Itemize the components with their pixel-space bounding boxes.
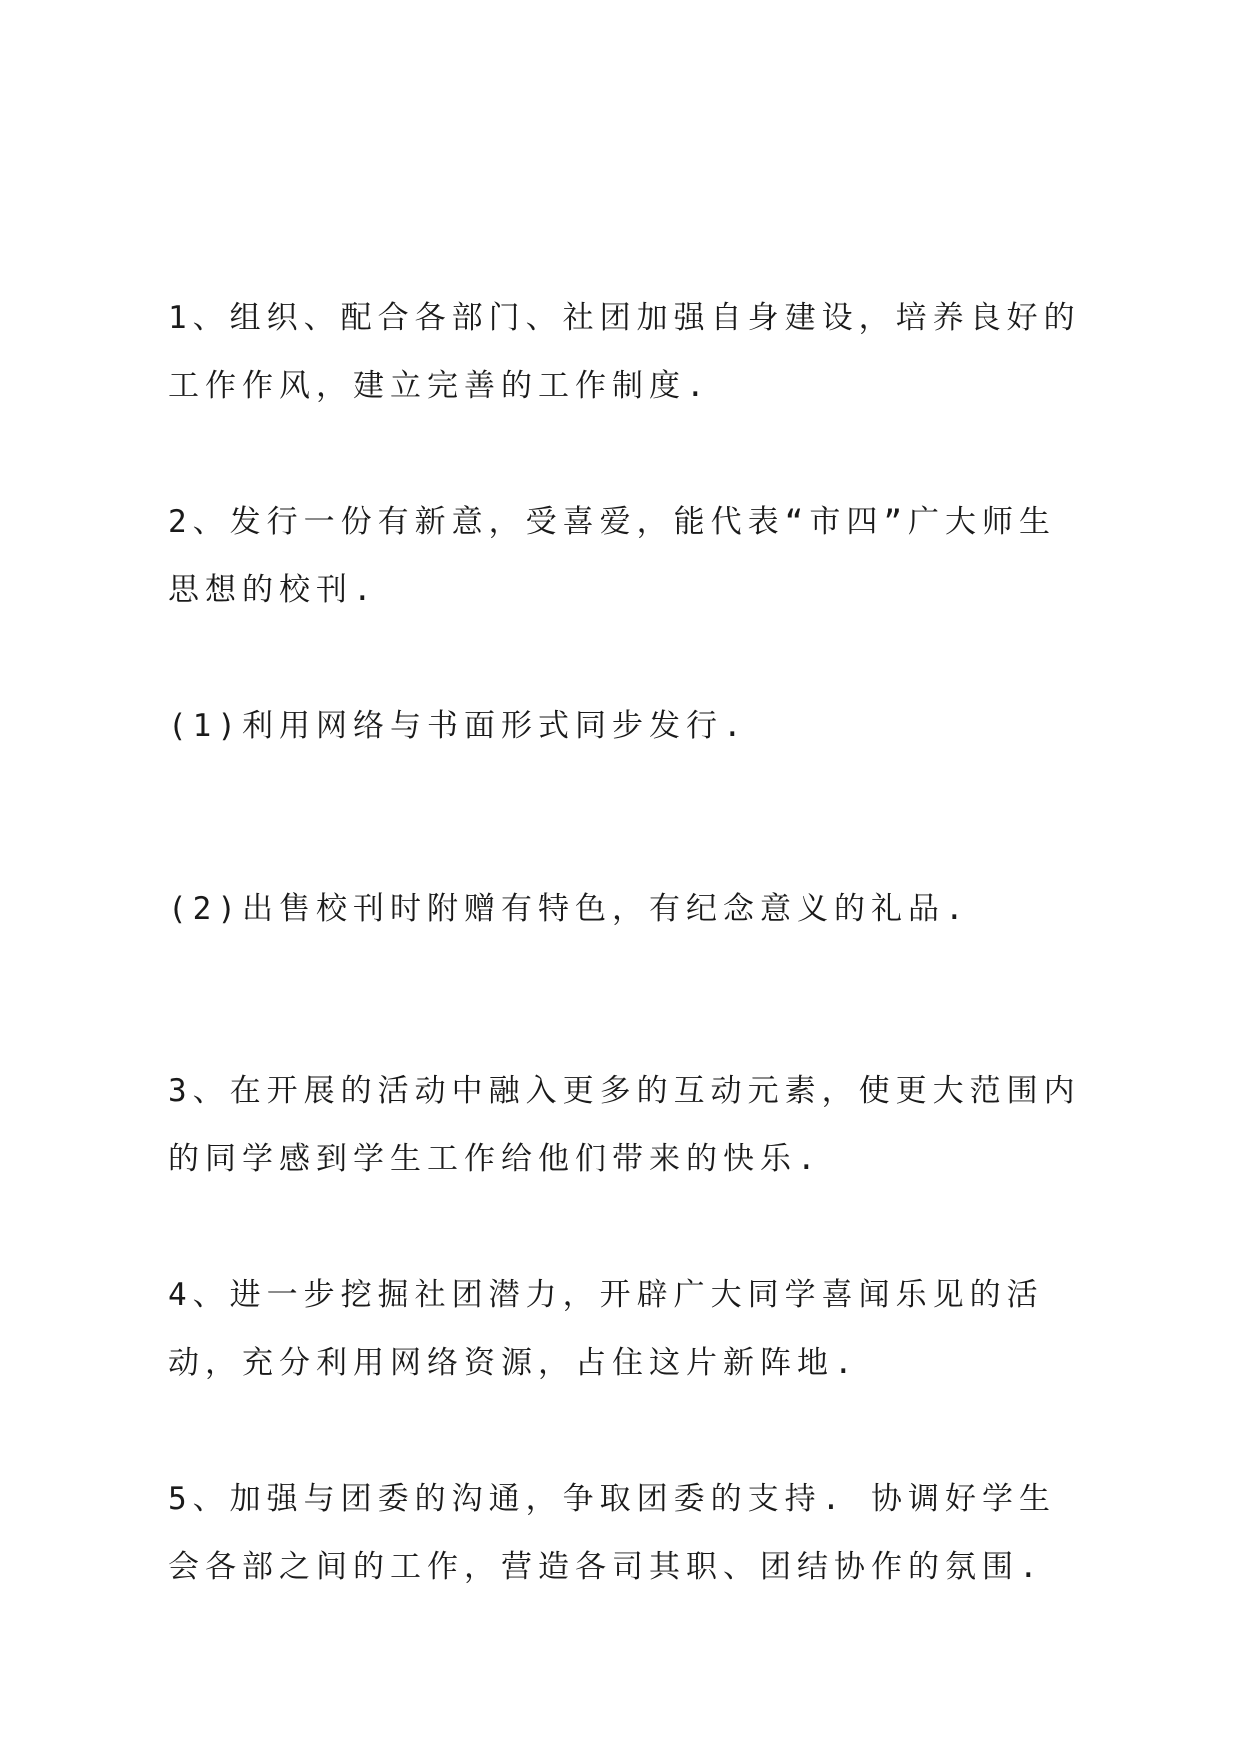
document-body [168, 284, 1088, 1669]
paragraph-2-item-1: (1)利用网络与书面形式同步发行. [168, 708, 748, 744]
paragraph-2: 2、发行一份有新意，受喜爱，能代表“市四”广大师生思想的校刊. [168, 504, 1056, 608]
paragraph-2-item-2: (2)出售校刊时附赠有特色，有纪念意义的礼品. [168, 891, 970, 927]
paragraph-4: 4、进一步挖掘社团潜力，开辟广大同学喜闻乐见的活动，充分利用网络资源，占住这片新阵地. [168, 1277, 1044, 1381]
paragraph-5: 5、加强与团委的沟通，争取团委的支持. 协调好学生会各部之间的工作，营造各司其职、团结协作的氛围. [168, 1481, 1056, 1585]
paragraph-1: 1、组织、配合各部门、社团加强自身建设，培养良好的工作作风，建立完善的工作制度. [168, 300, 1081, 404]
paragraph-3: 3、在开展的活动中融入更多的互动元素，使更大范围内的同学感到学生工作给他们带来的快乐. [168, 1073, 1081, 1177]
